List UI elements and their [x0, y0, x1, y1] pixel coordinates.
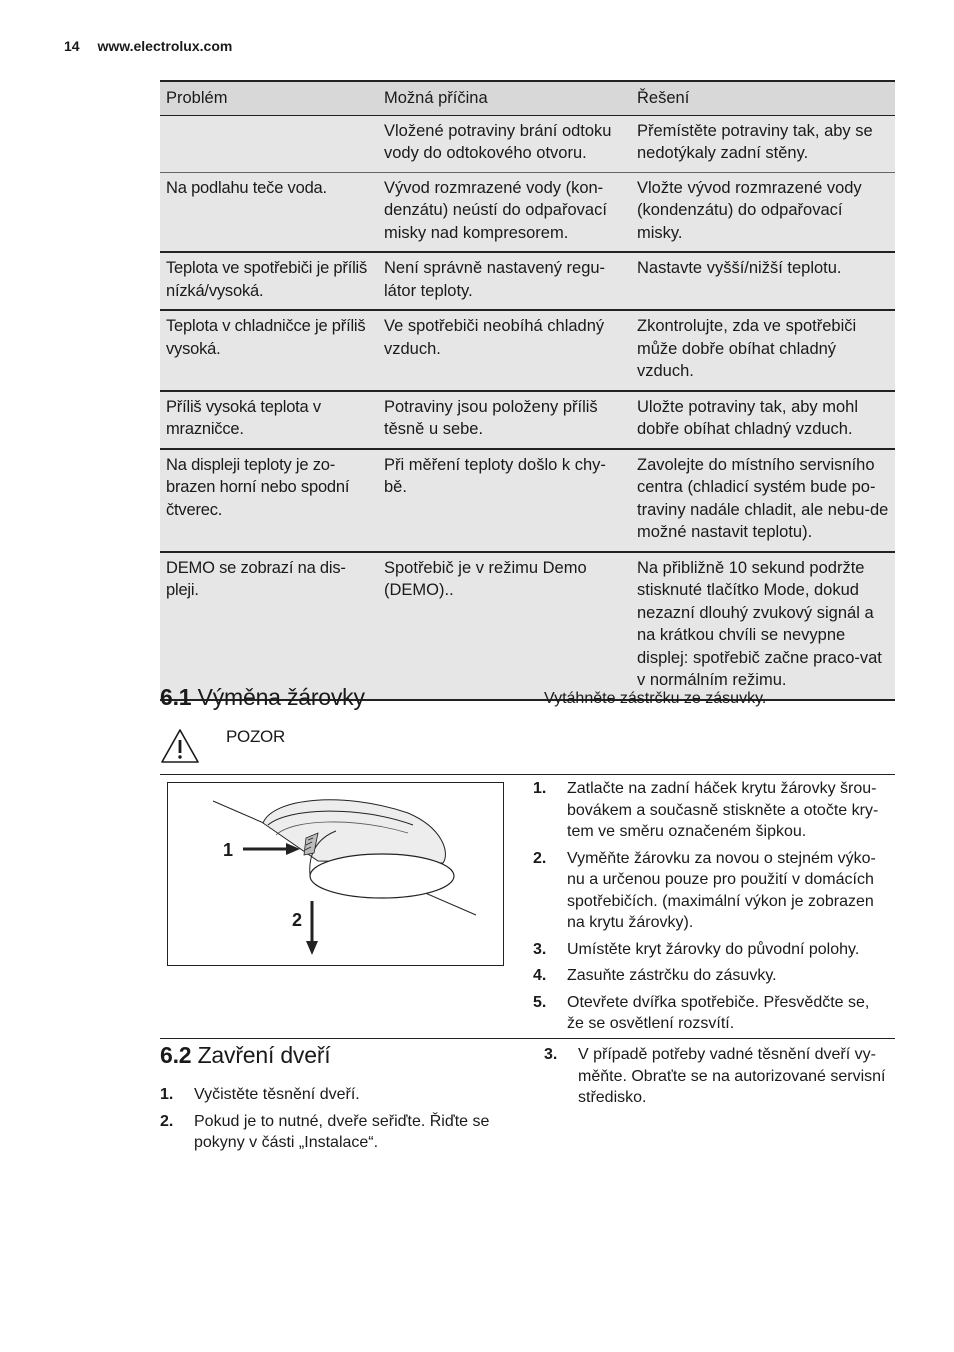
list-item — [533, 965, 888, 987]
site-url: www.electrolux.com — [97, 38, 233, 54]
step-number: 3. — [544, 1046, 558, 1063]
problem-cell: Na podlahu teče voda. — [160, 172, 378, 252]
step-number: 3. — [533, 940, 547, 958]
step-text: V případě potřeby vadné těsnění dveří vy-měňte. Obraťte se na autorizované servisní středisko. — [578, 1046, 886, 1106]
step-text: Umístěte kryt žárovky do původní polohy. — [567, 940, 860, 958]
page-header — [64, 38, 232, 54]
list-item — [544, 1044, 894, 1109]
unplug-instruction: Vytáhněte zástrčku ze zásuvky. — [544, 690, 767, 707]
solution-cell: Zkontrolujte, zda ve spotřebiči může dobře obíhat chladný vzduch. — [631, 310, 895, 391]
list-item — [533, 848, 888, 934]
step-text: Vyčistěte těsnění dveří. — [194, 1086, 360, 1103]
lamp-replacement-steps — [533, 778, 888, 1040]
warning-triangle-icon — [160, 728, 200, 764]
list-item — [160, 1111, 505, 1154]
cause-cell: Ve spotřebiči neobíhá chladný vzduch. — [378, 310, 631, 391]
step-text: Pokud je to nutné, dveře seřiďte. Řiďte se pokyny v části „Instalace“. — [194, 1112, 490, 1151]
cause-cell: Při měření teploty došlo k chy-bě. — [378, 449, 631, 552]
step-text: Vyměňte žárovku za novou o stejném výko-nu a určenou pouze pro použití v domácích spotřebičích. (maximální výkon je zobrazen na krytu žárovky). — [567, 849, 876, 931]
table-row — [160, 391, 895, 449]
list-item — [533, 939, 888, 961]
table-row — [160, 172, 895, 252]
cause-cell: Potraviny jsou položeny příliš těsně u sebe. — [378, 391, 631, 449]
cause-cell: Vývod rozmrazené vody (kon-denzátu) neústí do odpařovací misky nad kompresorem. — [378, 172, 631, 252]
table-row — [160, 552, 895, 700]
step-number: 2. — [533, 849, 547, 867]
section-divider — [160, 774, 895, 775]
step-text: Otevřete dvířka spotřebiče. Přesvědčte se, že se osvětlení rozsvítí. — [567, 993, 870, 1032]
list-item — [533, 992, 888, 1035]
column-header-solution: Řešení — [631, 81, 895, 115]
figure-label-2: 2 — [292, 910, 303, 930]
step-number: 2. — [160, 1112, 174, 1130]
problem-cell: Na displeji teploty je zo-brazen horní nebo spodní čtverec. — [160, 449, 378, 552]
section-divider — [160, 1038, 895, 1039]
section-title-text: Zavření dveří — [197, 1042, 331, 1068]
column-header-problem: Problém — [160, 81, 378, 115]
section-6-1-title — [160, 684, 365, 711]
problem-cell: Příliš vysoká teplota v mrazničce. — [160, 391, 378, 449]
table-row — [160, 449, 895, 552]
solution-cell: Zavolejte do místního servisního centra (chladicí systém bude po-traviny nadále chladit, ale nebu-de možné nastavit teplotu). — [631, 449, 895, 552]
page-number: 14 — [64, 38, 80, 54]
step-number: 1. — [160, 1086, 174, 1103]
section-6-2-title — [160, 1042, 330, 1069]
problem-cell — [160, 115, 378, 172]
table-row — [160, 310, 895, 391]
cause-cell: Vložené potraviny brání odtoku vody do odtokového otvoru. — [378, 115, 631, 172]
table-header-row — [160, 81, 895, 115]
step-number: 1. — [533, 780, 547, 797]
table-row — [160, 252, 895, 310]
figure-label-1: 1 — [223, 840, 234, 860]
solution-cell: Vložte vývod rozmrazené vody (kondenzátu) do odpařovací misky. — [631, 172, 895, 252]
section-title-text: Výměna žárovky — [197, 684, 365, 710]
section-number: 6.2 — [160, 1042, 192, 1068]
warning-label: POZOR — [226, 727, 285, 746]
step-text: Zatlačte na zadní háček krytu žárovky šrou-bovákem a současně stiskněte a otočte kry-tem ve směru označeném šipkou. — [567, 780, 879, 840]
solution-cell: Uložte potraviny tak, aby mohl dobře obíhat chladný vzduch. — [631, 391, 895, 449]
solution-cell: Na přibližně 10 sekund podržte stisknuté tlačítko Mode, dokud nezazní dlouhý zvukový signál a na krátkou chvíli se nevypne displej: spotřebič začne praco-vat v normálním režimu. — [631, 552, 895, 700]
problem-cell: Teplota ve spotřebiči je příliš nízká/vysoká. — [160, 252, 378, 310]
table-row — [160, 115, 895, 172]
door-steps-right — [544, 1044, 894, 1114]
section-number: 6.1 — [160, 684, 192, 710]
solution-cell: Nastavte vyšší/nižší teplotu. — [631, 252, 895, 310]
lamp-cover-illustration — [168, 783, 503, 965]
list-item — [533, 778, 888, 843]
lamp-cover-figure — [167, 782, 504, 966]
cause-cell: Spotřebič je v režimu Demo (DEMO).. — [378, 552, 631, 700]
list-item — [160, 1084, 505, 1106]
cause-cell: Není správně nastavený regu-látor teploty. — [378, 252, 631, 310]
troubleshooting-table — [160, 80, 895, 701]
step-number: 5. — [533, 993, 547, 1011]
column-header-cause: Možná příčina — [378, 81, 631, 115]
problem-cell: DEMO se zobrazí na dis-pleji. — [160, 552, 378, 700]
door-steps-left — [160, 1084, 505, 1159]
problem-cell: Teplota v chladničce je příliš vysoká. — [160, 310, 378, 391]
step-number: 4. — [533, 967, 547, 984]
step-text: Zasuňte zástrčku do zásuvky. — [567, 967, 777, 984]
solution-cell: Přemístěte potraviny tak, aby se nedotýkaly zadní stěny. — [631, 115, 895, 172]
